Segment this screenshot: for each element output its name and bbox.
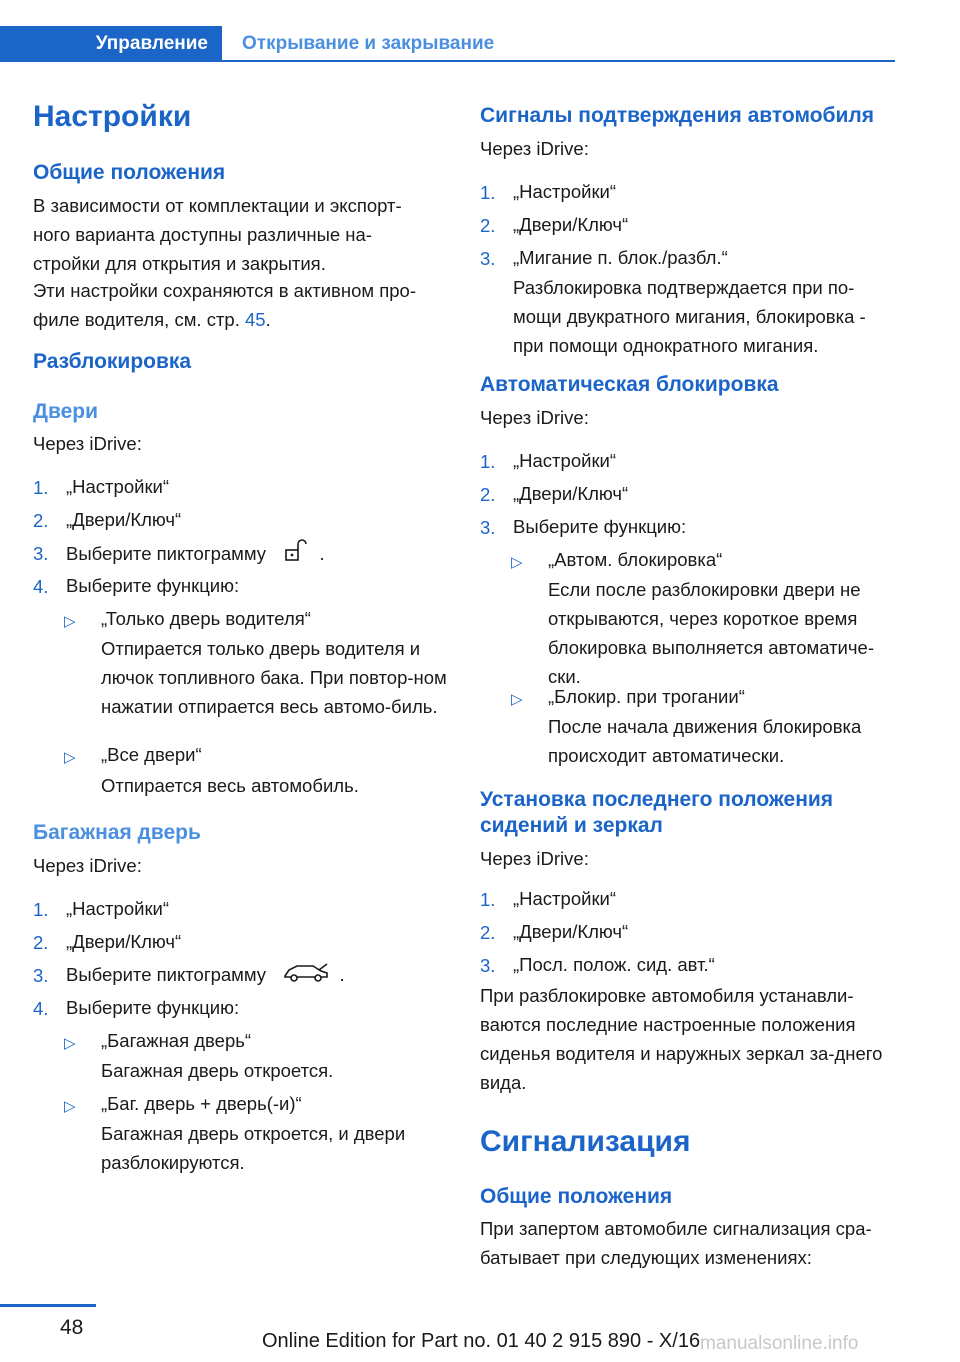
general-paragraph-1: В зависимости от комплектации и экспорт-ного варианта доступны различные на-стройки для открытия и закрытия. xyxy=(33,195,402,274)
doors-option-2-title: „Все двери“ xyxy=(101,744,202,765)
step-period: . xyxy=(334,964,345,985)
doors-option-1-title: „Только дверь водителя“ xyxy=(101,608,311,629)
memory-text: При разблокировке автомобиля устанавли-ваются последние настроенные положения сиденья водителя и наружных зеркал за-днего вида. xyxy=(480,985,883,1093)
triangle-bullet-icon: ▷ xyxy=(64,1098,76,1115)
trunk-option-2-text: Багажная дверь откроется, и двери разблокируются. xyxy=(101,1123,406,1173)
autolock-step-3: Выберите функцию: xyxy=(513,516,687,537)
door-unlock-icon xyxy=(283,538,309,572)
trunk-via: Через iDrive: xyxy=(33,855,142,876)
trunk-heading: Багажная дверь xyxy=(33,821,201,844)
general-heading: Общие положения xyxy=(33,161,226,184)
triangle-bullet-icon: ▷ xyxy=(511,691,523,708)
step-number: 3. xyxy=(480,248,496,269)
page-number-rule xyxy=(0,1304,96,1307)
confirm-step-2: „Двери/Ключ“ xyxy=(513,214,629,235)
alarm-text: При запертом автомобиле сигнализация сра-батывает при следующих изменениях: xyxy=(480,1218,872,1268)
autolock-step-1: „Настройки“ xyxy=(513,450,617,471)
step-number: 4. xyxy=(33,998,49,1019)
alarm-general-heading: Общие положения xyxy=(480,1185,673,1208)
memory-step-1: „Настройки“ xyxy=(513,888,617,909)
step-number: 1. xyxy=(33,477,49,498)
trunk-option-1-title: „Багажная дверь“ xyxy=(101,1030,252,1051)
memory-step-3: „Посл. полож. сид. авт.“ xyxy=(513,954,715,975)
watermark: manualsonline.info xyxy=(700,1333,859,1354)
doors-option-1-text: Отпирается только дверь водителя и лючок топливного бака. При повтор-ном нажатии отпирается весь автомо-биль. xyxy=(101,638,447,717)
trunk-step-4: Выберите функцию: xyxy=(66,997,240,1018)
general-paragraph-2-text: Эти настройки сохраняются в активном про-филе водителя, см. стр. xyxy=(33,280,417,330)
doors-step-3-text: Выберите пиктограмму xyxy=(66,542,267,564)
autolock-option-1-text: Если после разблокировки двери не открываются, через короткое время блокировка выполняется автоматиче-ски. xyxy=(548,579,874,687)
page-link[interactable]: 45 xyxy=(244,309,266,330)
page-number: 48 xyxy=(60,1316,84,1339)
unlock-heading: Разблокировка xyxy=(33,350,192,373)
header-rule xyxy=(222,60,895,62)
step-number: 1. xyxy=(480,182,496,203)
autolock-step-2: „Двери/Ключ“ xyxy=(513,483,629,504)
step-number: 3. xyxy=(33,543,49,564)
autolock-option-1-title: „Автом. блокировка“ xyxy=(548,549,723,570)
memory-heading-line-1: Установка последнего положения xyxy=(480,788,834,811)
step-number: 1. xyxy=(33,899,49,920)
step-number: 2. xyxy=(33,932,49,953)
memory-heading-line-2: сидений и зеркал xyxy=(480,814,663,837)
subsection-label: Открывание и закрывание xyxy=(242,33,495,54)
trunk-step-2: „Двери/Ключ“ xyxy=(66,931,182,952)
settings-title: Настройки xyxy=(33,100,192,133)
triangle-bullet-icon: ▷ xyxy=(64,749,76,766)
section-tab: Управление xyxy=(0,26,222,62)
triangle-bullet-icon: ▷ xyxy=(64,1035,76,1052)
doors-step-2: „Двери/Ключ“ xyxy=(66,509,182,530)
autolock-heading: Автоматическая блокировка xyxy=(480,373,779,396)
autolock-via: Через iDrive: xyxy=(480,407,589,428)
doors-step-4: Выберите функцию: xyxy=(66,575,240,596)
doors-step-3 xyxy=(66,538,325,572)
doors-option-2-text: Отпирается весь автомобиль. xyxy=(101,775,359,796)
step-number: 2. xyxy=(480,922,496,943)
step-number: 2. xyxy=(480,484,496,505)
autolock-option-2-title: „Блокир. при трогании“ xyxy=(548,686,745,707)
trunk-option-1-text: Багажная дверь откроется. xyxy=(101,1060,334,1081)
step-number: 3. xyxy=(480,955,496,976)
confirm-heading: Сигналы подтверждения автомобиля xyxy=(480,104,875,127)
triangle-bullet-icon: ▷ xyxy=(511,554,523,571)
period: . xyxy=(265,309,271,330)
memory-step-2: „Двери/Ключ“ xyxy=(513,921,629,942)
step-number: 2. xyxy=(33,510,49,531)
step-number: 2. xyxy=(480,215,496,236)
car-trunk-icon xyxy=(283,961,329,991)
trunk-step-3 xyxy=(66,960,345,991)
alarm-title: Сигнализация xyxy=(480,1125,691,1158)
step-number: 1. xyxy=(480,451,496,472)
step-number: 1. xyxy=(480,889,496,910)
step-number: 3. xyxy=(480,517,496,538)
doors-via: Через iDrive: xyxy=(33,433,142,454)
doors-step-1: „Настройки“ xyxy=(66,476,170,497)
step-number: 3. xyxy=(33,965,49,986)
page-header xyxy=(0,26,895,62)
step-number: 4. xyxy=(33,576,49,597)
confirm-text: Разблокировка подтверждается при по-мощи двукратного мигания, блокировка - при помощи однократного мигания. xyxy=(513,277,866,356)
memory-via: Через iDrive: xyxy=(480,848,589,869)
trunk-option-2-title: „Баг. дверь + дверь(-и)“ xyxy=(101,1093,302,1114)
general-paragraph-2 xyxy=(33,276,443,334)
confirm-via: Через iDrive: xyxy=(480,138,589,159)
step-period: . xyxy=(314,542,325,564)
autolock-option-2-text: После начала движения блокировка происходит автоматически. xyxy=(548,716,862,766)
trunk-step-1: „Настройки“ xyxy=(66,898,170,919)
edition-footer: Online Edition for Part no. 01 40 2 915 890 - X/16 xyxy=(262,1330,701,1352)
confirm-step-3: „Мигание п. блок./разбл.“ xyxy=(513,247,728,268)
trunk-step-3-text: Выберите пиктограмму xyxy=(66,964,267,985)
triangle-bullet-icon: ▷ xyxy=(64,613,76,630)
doors-heading: Двери xyxy=(33,400,99,423)
confirm-step-1: „Настройки“ xyxy=(513,181,617,202)
